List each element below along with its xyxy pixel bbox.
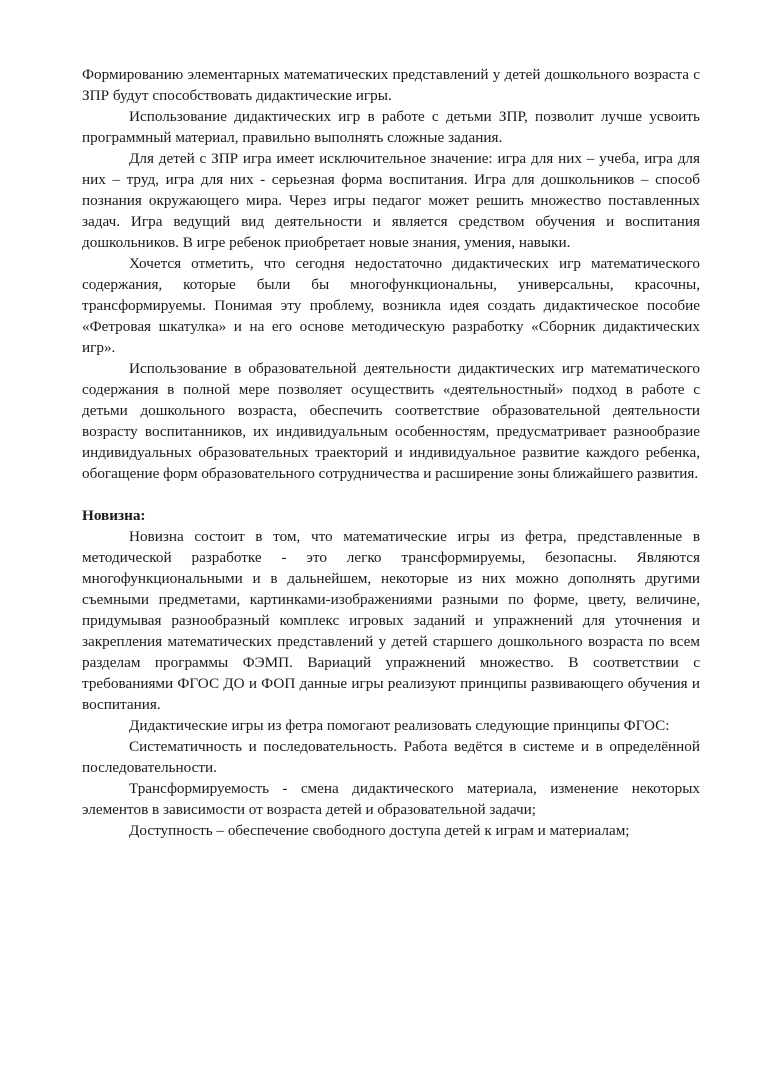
novelty-paragraph-1: Новизна состоит в том, что математические игры из фетра, представленные в методической разработке - это легко трансформируемы, безопасны. Являются многофункциональными и в дальнейшем, некоторые из них можно дополнять другими съемными предметами, картинками-изображениями разными по форме, цвету, величине, придумывая разнообразный комплекс игровых заданий и упражнений для уточнения и закрепления математических представлений у детей старшего дошкольного возраста по всем разделам программы ФЭМП. Вариаций упражнений множество. В соответствии с требованиями ФГОС ДО и ФОП данные игры реализуют принципы развивающего обучения и воспитания. (82, 528, 700, 713)
novelty-paragraph-5: Доступность – обеспечение свободного доступа детей к играм и материалам; (129, 822, 630, 839)
novelty-paragraph-3: Систематичность и последовательность. Работа ведётся в системе и в определённой последовательности. (82, 738, 700, 776)
novelty-heading: Новизна: (82, 507, 146, 524)
document-page (82, 64, 700, 841)
intro-paragraph-5: Использование в образовательной деятельности дидактических игр математического содержания в полной мере позволяет осуществить «деятельностный» подход в работе с детьми дошкольного возраста, обеспечить соответствие образовательной деятельности возрасту воспитанников, их индивидуальным особенностям, предусматривает разнообразие индивидуальных образовательных траекторий и индивидуальное развитие каждого ребенка, обогащение форм образовательного сотрудничества и расширение зоны ближайшего развития. (82, 360, 700, 482)
novelty-paragraph-2: Дидактические игры из фетра помогают реализовать следующие принципы ФГОС: (129, 717, 670, 734)
novelty-paragraph-4: Трансформируемость - смена дидактического материала, изменение некоторых элементов в зависимости от возраста детей и образовательной задачи; (82, 780, 700, 818)
intro-paragraph-1: Формированию элементарных математических представлений у детей дошкольного возраста с ЗПР будут способствовать дидактические игры. (82, 66, 700, 104)
intro-paragraph-2: Использование дидактических игр в работе с детьми ЗПР, позволит лучше усвоить программный материал, правильно выполнять сложные задания. (82, 108, 700, 146)
intro-paragraph-3: Для детей с ЗПР игра имеет исключительное значение: игра для них – учеба, игра для них – труд, игра для них - серьезная форма воспитания. Игра для дошкольников – способ познания окружающего мира. Через игры педагог может решить множество поставленных задач. Игра ведущий вид деятельности и является средством обучения и воспитания дошкольников. В игре ребенок приобретает новые знания, умения, навыки. (82, 150, 700, 251)
intro-paragraph-4: Хочется отметить, что сегодня недостаточно дидактических игр математического содержания, которые были бы многофункциональны, универсальны, красочны, трансформируемы. Понимая эту проблему, возникла идея создать дидактическое пособие «Фетровая шкатулка» и на его основе методическую разработку «Сборник дидактических игр». (82, 255, 700, 356)
section-spacer (82, 484, 700, 505)
